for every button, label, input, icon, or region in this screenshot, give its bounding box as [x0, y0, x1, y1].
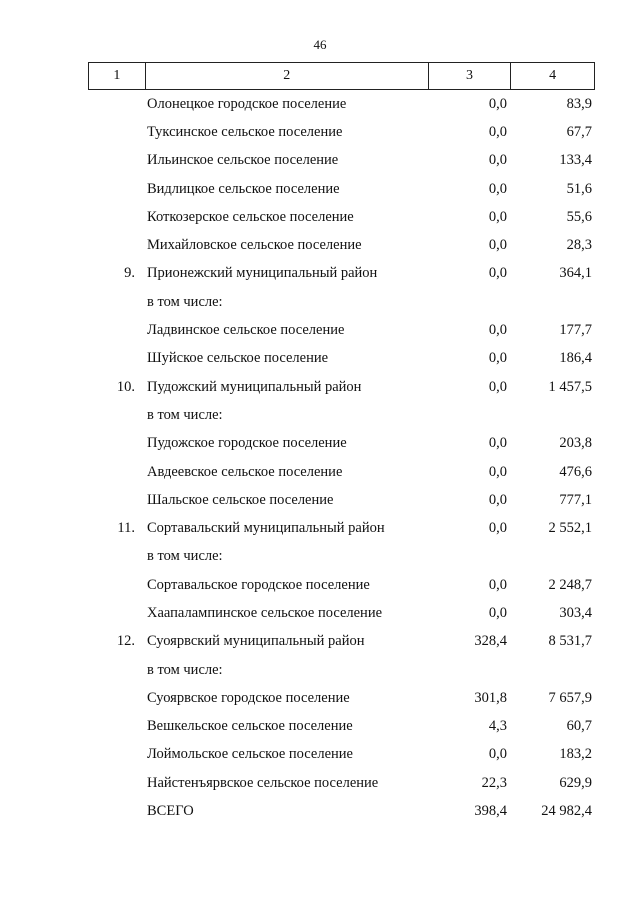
row-value-col3: 4,3	[488, 718, 507, 735]
table-row	[88, 175, 595, 203]
row-value-col4: 203,8	[559, 435, 592, 452]
row-value-col4: 183,2	[559, 746, 592, 763]
row-value-col3: 0,0	[488, 265, 507, 282]
row-value-col4: 177,7	[559, 322, 592, 339]
table-row	[88, 684, 595, 712]
row-name: Видлицкое сельское поселение	[147, 180, 340, 197]
row-number: 10.	[116, 378, 135, 395]
row-value-col4: 28,3	[566, 237, 592, 254]
row-name: Хаапалампинское сельское поселение	[147, 604, 383, 621]
table-row	[88, 203, 595, 231]
table-row	[88, 656, 595, 684]
row-name: Вешкельское сельское поселение	[147, 718, 353, 735]
table-row	[88, 90, 595, 118]
row-value-col3: 0,0	[488, 322, 507, 339]
row-value-col3: 0,0	[488, 350, 507, 367]
table-header	[88, 62, 595, 90]
table-row	[88, 797, 595, 825]
row-value-col4: 476,6	[559, 463, 592, 480]
table-row	[88, 231, 595, 259]
row-value-col3: 0,0	[488, 152, 507, 169]
row-value-col3: 301,8	[474, 689, 507, 706]
table-row	[88, 571, 595, 599]
row-name: ВСЕГО	[147, 803, 194, 820]
table-row	[88, 458, 595, 486]
table-row	[88, 486, 595, 514]
row-value-col3: 0,0	[488, 237, 507, 254]
row-value-col3: 0,0	[488, 604, 507, 621]
row-value-col4: 133,4	[559, 152, 592, 169]
row-value-col4: 364,1	[559, 265, 592, 282]
row-name: в том числе:	[147, 406, 223, 423]
table-row	[88, 514, 595, 542]
table-row	[88, 599, 595, 627]
row-value-col4: 303,4	[559, 604, 592, 621]
table-row	[88, 628, 595, 656]
table-row	[88, 147, 595, 175]
row-name: Ладвинское сельское поселение	[147, 322, 345, 339]
row-value-col3: 0,0	[488, 180, 507, 197]
row-name: Суоярвский муниципальный район	[147, 633, 365, 650]
row-value-col4: 629,9	[559, 774, 592, 791]
row-value-col4: 2 552,1	[548, 520, 592, 537]
row-value-col4: 7 657,9	[548, 689, 592, 706]
row-value-col4: 67,7	[566, 123, 592, 140]
table-row	[88, 401, 595, 429]
row-name: Авдеевское сельское поселение	[147, 463, 343, 480]
row-value-col4: 60,7	[566, 718, 592, 735]
table-row	[88, 345, 595, 373]
table-row	[88, 288, 595, 316]
header-cell-2: 2	[146, 63, 429, 89]
table-row	[88, 316, 595, 344]
row-name: Коткозерское сельское поселение	[147, 208, 354, 225]
row-name: в том числе:	[147, 661, 223, 678]
row-name: Сортавальский муниципальный район	[147, 520, 385, 537]
row-value-col3: 0,0	[488, 520, 507, 537]
row-name: Олонецкое городское поселение	[147, 95, 347, 112]
header-cell-4: 4	[549, 68, 557, 83]
row-name: Пудожское городское поселение	[147, 435, 347, 452]
table-row	[88, 118, 595, 146]
row-value-col3: 0,0	[488, 463, 507, 480]
row-value-col4: 55,6	[566, 208, 592, 225]
table-row	[88, 373, 595, 401]
row-value-col3: 398,4	[474, 803, 507, 820]
row-value-col3: 0,0	[488, 378, 507, 395]
table-body	[88, 90, 595, 826]
row-name: Шуйское сельское поселение	[147, 350, 329, 367]
row-value-col4: 83,9	[566, 95, 592, 112]
row-value-col4: 2 248,7	[548, 576, 592, 593]
row-value-col3: 0,0	[488, 576, 507, 593]
row-number: 11.	[117, 520, 135, 537]
row-name: Михайловское сельское поселение	[147, 237, 362, 254]
row-value-col4: 51,6	[566, 180, 592, 197]
row-name: в том числе:	[147, 293, 223, 310]
row-name: Шальское сельское поселение	[147, 491, 334, 508]
header-cell-1: 1	[89, 63, 146, 89]
row-name: Лоймольское сельское поселение	[147, 746, 353, 763]
header-cell-3: 3	[429, 63, 512, 89]
row-value-col3: 0,0	[488, 123, 507, 140]
row-value-col3: 0,0	[488, 746, 507, 763]
row-name: Туксинское сельское поселение	[147, 123, 343, 140]
row-value-col3: 0,0	[488, 208, 507, 225]
row-name: Прионежский муниципальный район	[147, 265, 378, 282]
table-row	[88, 713, 595, 741]
row-value-col4: 24 982,4	[541, 803, 592, 820]
row-value-col3: 22,3	[481, 774, 507, 791]
table-row	[88, 769, 595, 797]
page-number: 46	[313, 37, 327, 52]
row-value-col4: 1 457,5	[548, 378, 592, 395]
row-name: Суоярвское городское поселение	[147, 689, 350, 706]
row-number: 12.	[116, 633, 135, 650]
row-name: Найстенъярвское сельское поселение	[147, 774, 379, 791]
row-name: Пудожский муниципальный район	[147, 378, 362, 395]
row-value-col3: 0,0	[488, 95, 507, 112]
table-row	[88, 260, 595, 288]
row-name: Сортавальское городское поселение	[147, 576, 370, 593]
row-value-col3: 328,4	[474, 633, 507, 650]
row-name: в том числе:	[147, 548, 223, 565]
table-row	[88, 741, 595, 769]
row-name: Ильинское сельское поселение	[147, 152, 339, 169]
table-row	[88, 543, 595, 571]
row-value-col4: 186,4	[559, 350, 592, 367]
row-value-col4: 8 531,7	[548, 633, 592, 650]
row-value-col4: 777,1	[559, 491, 592, 508]
row-number: 9.	[124, 265, 135, 282]
row-value-col3: 0,0	[488, 435, 507, 452]
table-row	[88, 430, 595, 458]
row-value-col3: 0,0	[488, 491, 507, 508]
